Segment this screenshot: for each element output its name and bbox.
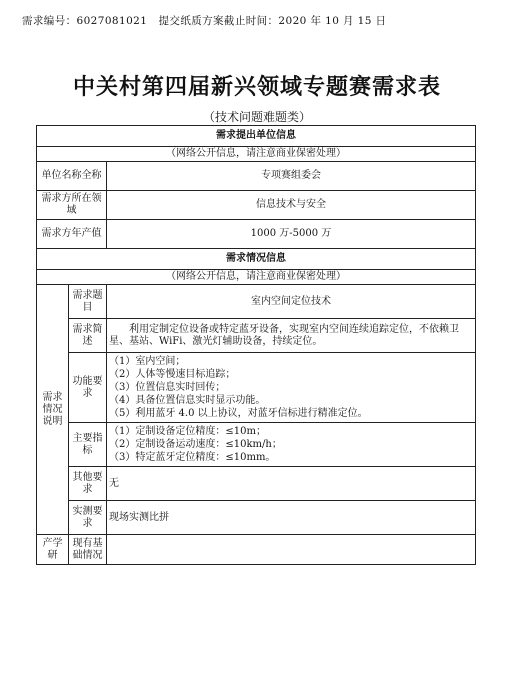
topic-label: 需求题目 — [69, 285, 107, 319]
basis-label: 现有基础情况 — [69, 535, 107, 565]
brief-value: 利用定制定位设备或特定蓝牙设备，实现室内空间连续追踪定位，不依赖卫星、基站、WiFi、激光灯辅助设备，持续定位。 — [107, 319, 476, 353]
other-req-value: 无 — [107, 467, 476, 501]
brief-label: 需求简述 — [69, 319, 107, 353]
metrics-list — [107, 423, 476, 467]
metric-item: （1）定制设备定位精度：≤10m； — [109, 426, 266, 437]
industry-academia-label: 产学研 — [37, 535, 69, 565]
section1-heading: 需求提出单位信息 — [37, 126, 476, 147]
test-req-label: 实测要求 — [69, 501, 107, 535]
annual-output-value: 1000 万-5000 万 — [107, 220, 476, 249]
function-list — [107, 353, 476, 423]
test-req-value: 现场实测比拼 — [107, 501, 476, 535]
section2-heading: 需求情况信息 — [37, 249, 476, 270]
function-item: （2）人体等慢速目标追踪； — [109, 369, 236, 380]
page-subtitle: （技术问题难题类） — [202, 110, 311, 124]
topic-value: 室内空间定位技术 — [107, 285, 476, 319]
function-item: （4）具备位置信息实时显示功能。 — [109, 395, 266, 406]
demand-number: 6027081021 — [76, 15, 148, 27]
page-title: 中关村第四届新兴领域专题赛需求表 — [72, 75, 441, 100]
field-label: 需求方所在领域 — [37, 191, 107, 220]
function-item: （1）室内空间； — [109, 356, 186, 367]
demand-number-label: 需求编号： — [22, 15, 77, 27]
requirement-form-table — [36, 125, 476, 565]
other-req-label: 其他要求 — [69, 467, 107, 501]
document-meta — [22, 13, 386, 28]
company-name-label: 单位名称全称 — [37, 162, 107, 191]
metrics-label: 主要指标 — [69, 423, 107, 467]
annual-output-label: 需求方年产值 — [37, 220, 107, 249]
basis-value — [107, 535, 476, 565]
field-value: 信息技术与安全 — [107, 191, 476, 220]
deadline-text: 提交纸质方案截止时间：2020 年 10 月 15 日 — [158, 15, 387, 27]
demand-situation-label: 需求情况说明 — [37, 285, 69, 535]
metric-item: （3）特定蓝牙定位精度：≤10mm。 — [109, 452, 276, 463]
section1-note: （网络公开信息，请注意商业保密处理） — [37, 147, 476, 162]
function-item: （5）利用蓝牙 4.0 以上协议，对蓝牙信标进行精准定位。 — [109, 408, 368, 419]
function-label: 功能要求 — [69, 353, 107, 423]
metric-item: （2）定制设备运动速度：≤10km/h； — [109, 439, 282, 450]
section2-note: （网络公开信息，请注意商业保密处理） — [37, 270, 476, 285]
company-name-value: 专项赛组委会 — [107, 162, 476, 191]
function-item: （3）位置信息实时回传； — [109, 382, 226, 393]
